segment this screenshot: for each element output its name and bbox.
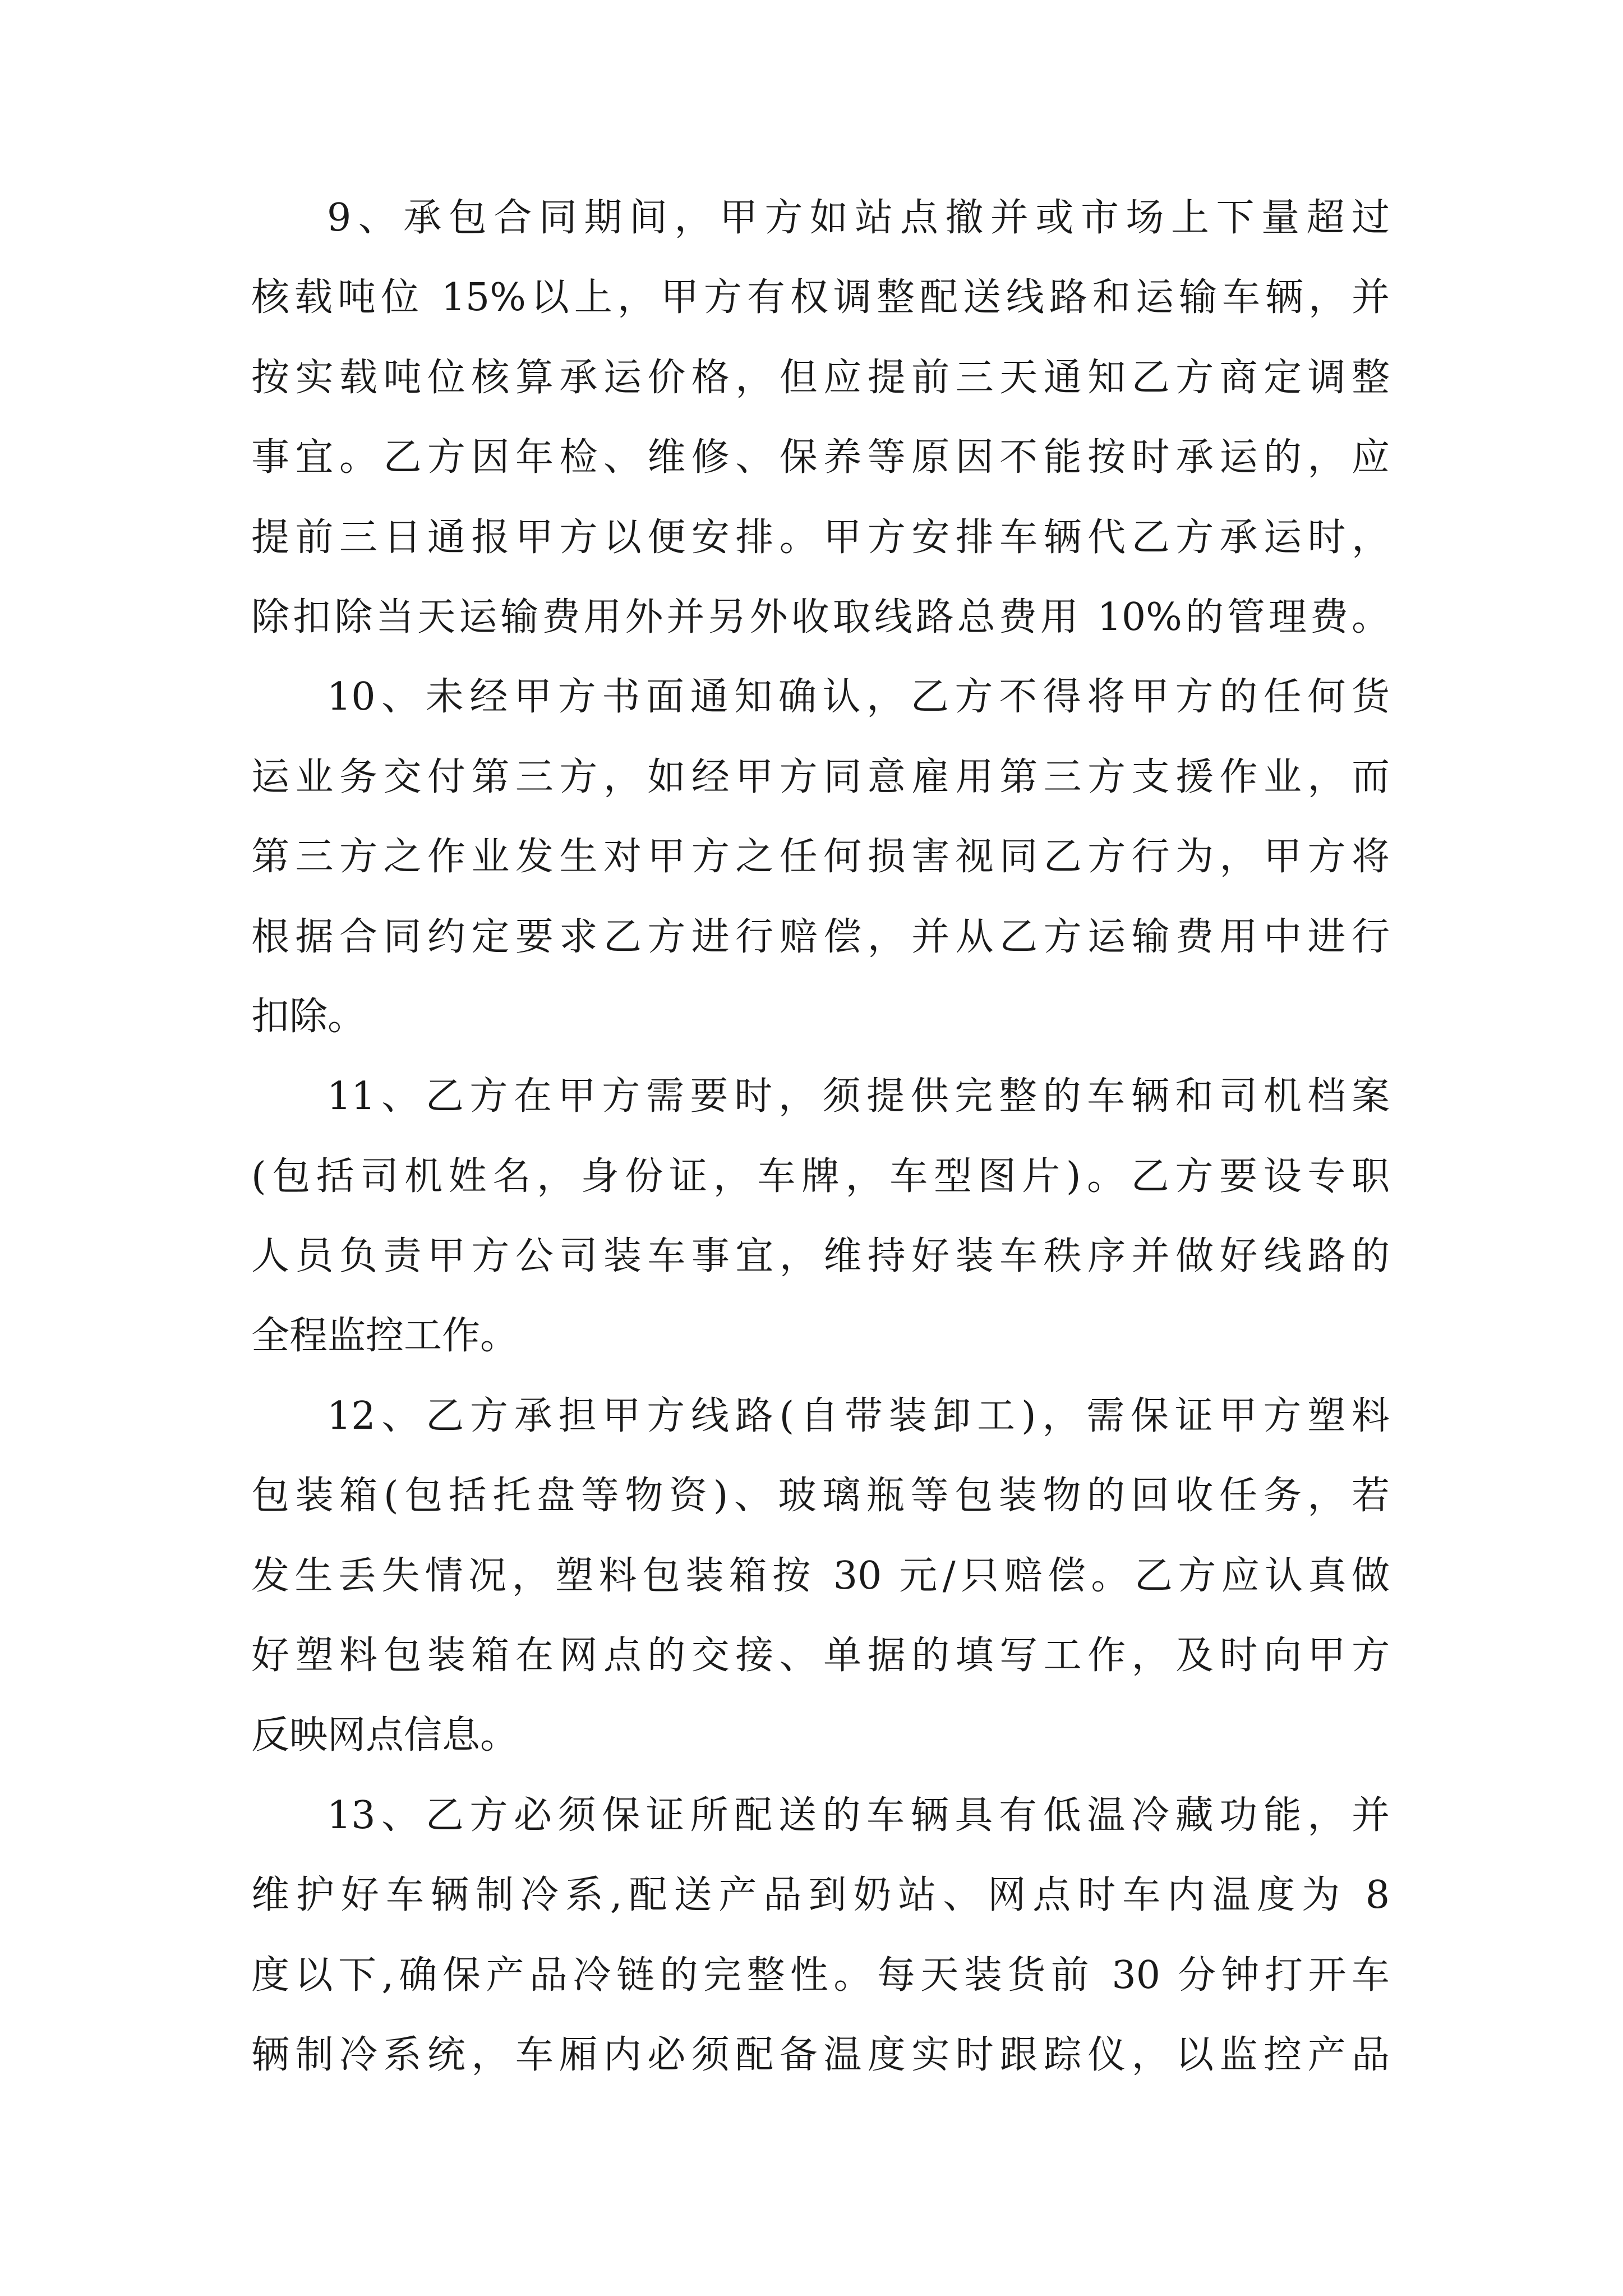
text-line: 包装箱(包括托盘等物资)、玻璃瓶等包装物的回收任务，若 bbox=[251, 1474, 1390, 1519]
text-line: 13、乙方必须保证所配送的车辆具有低温冷藏功能，并 bbox=[327, 1793, 1390, 1838]
text-line: (包括司机姓名，身份证，车牌，车型图片)。乙方要设专职 bbox=[251, 1154, 1390, 1199]
text-line: 按实载吨位核算承运价格，但应提前三天通知乙方商定调整 bbox=[251, 355, 1390, 400]
text-line: 提前三日通报甲方以便安排。甲方安排车辆代乙方承运时， bbox=[251, 515, 1390, 560]
text-line: 10、未经甲方书面通知确认，乙方不得将甲方的任何货 bbox=[327, 675, 1390, 720]
text-line: 度以下,确保产品冷链的完整性。每天装货前 30 分钟打开车 bbox=[251, 1953, 1390, 1998]
text-line: 第三方之作业发生对甲方之任何损害视同乙方行为，甲方将 bbox=[251, 835, 1390, 880]
text-line: 11、乙方在甲方需要时，须提供完整的车辆和司机档案 bbox=[327, 1074, 1390, 1119]
text-line: 好塑料包装箱在网点的交接、单据的填写工作，及时向甲方 bbox=[251, 1634, 1390, 1678]
text-line: 核载吨位 15%以上，甲方有权调整配送线路和运输车辆，并 bbox=[251, 275, 1390, 320]
text-line: 事宜。乙方因年检、维修、保养等原因不能按时承运的，应 bbox=[251, 435, 1390, 480]
text-line: 反映网点信息。 bbox=[251, 1713, 519, 1758]
text-line: 全程监控工作。 bbox=[251, 1314, 519, 1359]
text-line: 除扣除当天运输费用外并另外收取线路总费用 10%的管理费。 bbox=[251, 595, 1390, 639]
text-line: 9、承包合同期间，甲方如站点撤并或市场上下量超过 bbox=[327, 196, 1390, 240]
text-line: 辆制冷系统，车厢内必须配备温度实时跟踪仪，以监控产品 bbox=[251, 2032, 1390, 2077]
text-line: 运业务交付第三方，如经甲方同意雇用第三方支援作业，而 bbox=[251, 754, 1390, 799]
text-line: 根据合同约定要求乙方进行赔偿，并从乙方运输费用中进行 bbox=[251, 914, 1390, 959]
text-line: 扣除。 bbox=[251, 994, 366, 1039]
text-line: 发生丢失情况，塑料包装箱按 30 元/只赔偿。乙方应认真做 bbox=[251, 1553, 1390, 1598]
text-line: 12、乙方承担甲方线路(自带装卸工)，需保证甲方塑料 bbox=[327, 1393, 1390, 1438]
document-body bbox=[251, 196, 1390, 2116]
text-line: 维护好车辆制冷系,配送产品到奶站、网点时车内温度为 8 bbox=[251, 1873, 1390, 1918]
text-line: 人员负责甲方公司装车事宜，维持好装车秩序并做好线路的 bbox=[251, 1234, 1390, 1279]
